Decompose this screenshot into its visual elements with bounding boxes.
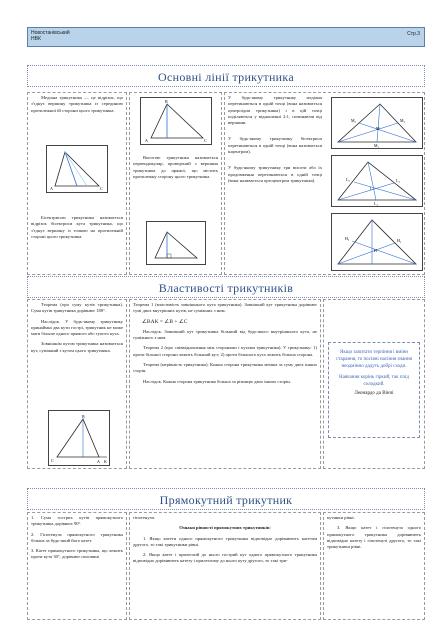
svg-text:M: M	[376, 126, 380, 131]
congruence-heading: Ознаки рівності прямокутних трикутників:	[179, 525, 271, 531]
angle-sum-corollary: Наслідок. У будь-якому трикутнику принаймні два кути гострі, трикутник не може мати більше одного прямого або тупого кута.	[31, 318, 123, 337]
median-triangle-drawing	[47, 146, 107, 192]
svg-text:M₂: M₂	[400, 118, 405, 123]
page-number: Стр.3	[407, 31, 420, 37]
median-figure	[46, 145, 108, 193]
centroid-text: У будь-якому трикутнику медіани перетинаються в одній точці (вона називається центроїдом трикутника) і в цій точці поділяються у відношенні 2:1, починаючи від вершини.	[228, 95, 322, 126]
section1-col2	[129, 92, 222, 275]
exterior-angle-theorem: Теорема 1 (властивість зовнішнього кута трикутника). Зовнішній кут трикутника дорівнює сумі двох внутрішніх кутів, не суміжних з ним.	[133, 302, 317, 314]
quote-text-1: Якщо запитати терпіння і вмінн старання, то посіяні насіння знання неодмінно дадуть добрі сходи.	[336, 350, 412, 369]
exterior-angle-definition: Зовнішнім кутом трикутника називається кут, суміжний з кутом цього трикутника.	[31, 341, 123, 353]
page-header	[27, 27, 425, 47]
svg-text:K: K	[104, 459, 107, 464]
label-a: A	[50, 186, 53, 191]
sides-angles-theorem: Теорема 2 (про співвідношення між сторонами і кутами трикутника). У трикутнику: 1) проти більшої сторони лежить більший кут; 2) проти більшого кута лежить більша сторона.	[133, 345, 317, 357]
section3-col3	[323, 512, 425, 620]
quote-box	[328, 342, 420, 438]
medians-figure	[331, 97, 423, 149]
altitudes-figure	[331, 213, 423, 271]
triangle-inequality: Теорема (нерівність трикутника). Кожна сторона трикутника менша за суму двох інших сторін.	[133, 362, 317, 374]
congruence-criterion-1: 1. Якщо катети одного прямокутного трикутника відповідно дорівнюють катетам другого, то такі трикутники рівні.	[133, 535, 317, 547]
bisector-definition: Бісектрисою трикутника називається відрізок бісектриси кута трикутника, що з'єднує вершину із точкою на протилежній стороні цього трикутника.	[31, 215, 123, 239]
bisectors-drawing	[332, 156, 422, 206]
label-a: A	[145, 138, 148, 143]
section1-title-box	[27, 65, 425, 87]
altitude-triangle-drawing	[141, 98, 211, 144]
svg-text:H₂: H₂	[345, 236, 350, 241]
exterior-angle-figure	[48, 410, 110, 466]
svg-text:M₁: M₁	[374, 143, 379, 148]
svg-text:H: H	[374, 248, 377, 253]
section3-title-box	[27, 488, 425, 510]
median-definition: Медіана трикутника — це відрізок, що з'єднує вершину трикутника із серединою протилежної їй сторони цього трикутника.	[31, 95, 123, 113]
svg-text:L₂: L₂	[396, 178, 400, 183]
section2-col1	[27, 299, 127, 469]
section2-title: Властивості трикутників	[158, 281, 294, 295]
congruence-criterion-2: 2. Якщо катет і прилеглий до нього гострий кут одного прямокутного трикутника відповідно дорівнюють катету і прилеглому до нього куту другого, то такі три-	[133, 552, 317, 564]
svg-text:L₁: L₁	[374, 201, 378, 206]
svg-text:A: A	[97, 459, 100, 464]
congruence-criterion-2-end: кутники рівні.	[327, 515, 355, 520]
altitude-definition: Висотою трикутника називається перпендикуляр, проведений з вершини трикутника до прямої, що містить протилежну сторону цього трикутника.	[133, 155, 218, 179]
section2-col2	[129, 299, 321, 469]
orthocenter-text: У будь-якому трикутнику три висоти або їх продовження перетинаються в одній точці (вона називається ортоцентром трикутника).	[228, 165, 322, 183]
svg-text:C: C	[51, 458, 54, 463]
label-b: B	[165, 99, 168, 104]
section3-title: Прямокутний трикутник	[159, 493, 293, 507]
right-triangle-property-2: 2. Гіпотенуза прямокутного трикутника більша за будь-який його катет.	[31, 531, 123, 543]
svg-text:L₃: L₃	[346, 177, 350, 182]
quote-author: Леонардо да Вінчі	[354, 391, 394, 396]
angle-sum-theorem: Теорема (про суму кутів трикутника). Сума кутів трикутника дорівнює 180°.	[31, 302, 123, 314]
label-c: C	[204, 138, 207, 143]
right-triangle-continued: гіпотенузи.	[133, 515, 156, 520]
obtuse-altitude-drawing	[147, 222, 205, 264]
exterior-angle-drawing	[49, 411, 109, 465]
altitude-figure	[140, 97, 212, 145]
incenter-text: У будь-якому трикутнику бісектриси перетинаються в одній точці (вона називається інцентром).	[228, 136, 322, 155]
svg-text:H₁: H₁	[397, 238, 402, 243]
section3-col2	[129, 512, 321, 620]
section1-col3	[224, 92, 425, 275]
svg-text:L: L	[370, 186, 373, 191]
right-triangle-property-1: 1. Сума гострих кутів прямокутного трикутника дорівнює 90°.	[31, 515, 123, 527]
section3-col1	[27, 512, 127, 620]
exterior-angle-formula: ∠BAK = ∠B + ∠C	[142, 318, 188, 325]
svg-text:B: B	[82, 414, 85, 419]
school-name: Новостанівський НВК	[31, 30, 70, 42]
section1-title: Основні лінії трикутника	[158, 70, 294, 84]
triangle-inequality-corollary: Наслідок. Кожна сторона трикутника більша за різницю двох інших сторін.	[143, 378, 291, 384]
bisectors-figure	[331, 155, 423, 207]
altitudes-drawing	[332, 214, 422, 270]
quote-text-2: Навчання корінь гіркий, так плід солодкий.	[339, 375, 409, 387]
section2-title-box	[27, 276, 425, 298]
section2-quote-col	[323, 299, 425, 469]
exterior-angle-corollary: Наслідок. Зовнішній кут трикутника більший від будь-якого внутрішнього кута, не суміжного з ним.	[133, 328, 317, 341]
section1-col1	[27, 92, 127, 275]
right-triangle-property-3: 3. Катет прямокутного трикутника, що лежить проти кута 30°, дорівнює половині	[31, 548, 123, 560]
altitude-figure-2	[146, 221, 206, 265]
medians-drawing	[332, 98, 422, 148]
label-c: C	[100, 186, 103, 191]
svg-text:M₃: M₃	[351, 118, 356, 123]
congruence-criterion-3: 3. Якщо катет і гіпотенуза одного прямокутного трикутника дорівнюють відповідно катету і гіпотенузі другого, то такі трикутники рівні.	[327, 525, 421, 550]
